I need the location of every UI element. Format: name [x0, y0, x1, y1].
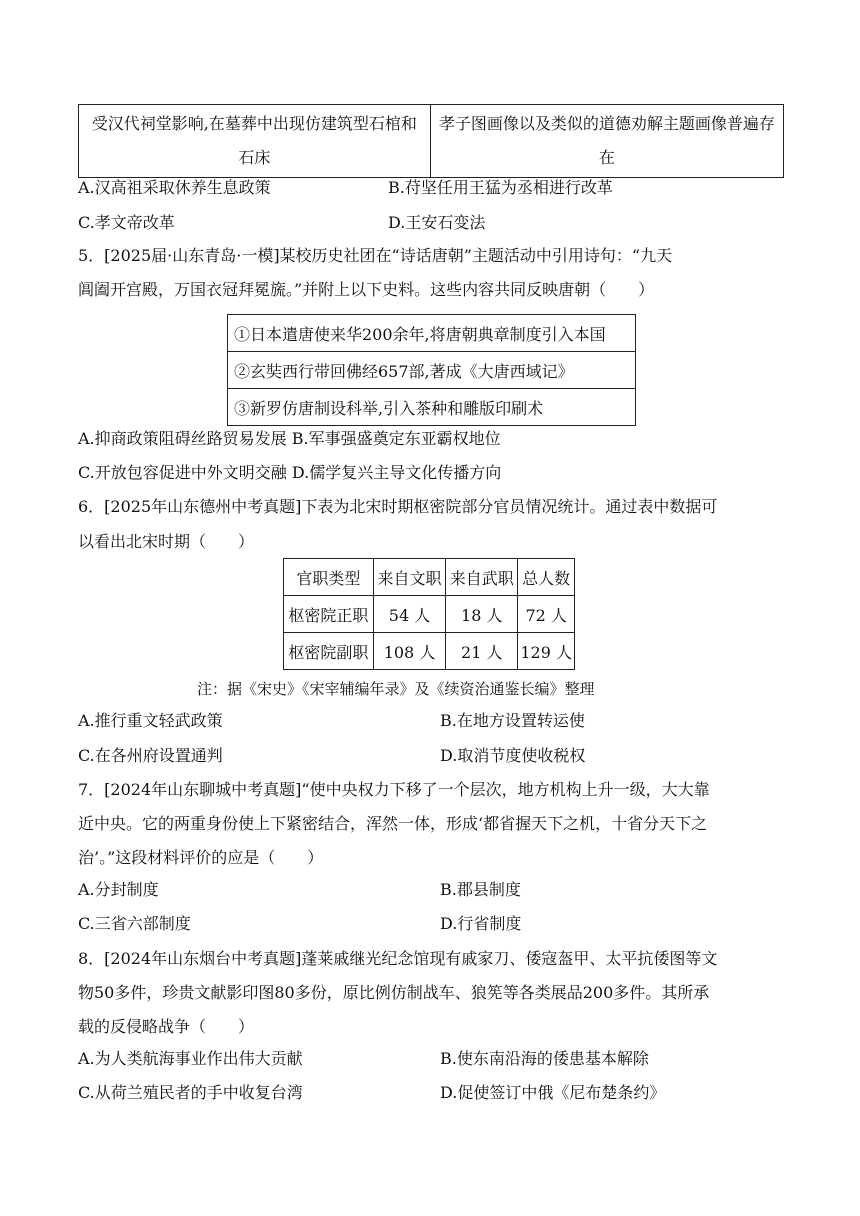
q5-material-row-3: ③新罗仿唐制设科举,引入茶种和雕版印刷术 — [228, 389, 636, 426]
table-cell: 枢密院正职 — [284, 596, 374, 633]
q7-stem-line-3: 治’。”这段材料评价的应是（ ） — [78, 848, 324, 867]
q5-material-table — [227, 314, 636, 426]
q6-table-note: 注：据《宋史》《宋宰辅编年录》及《续资治通鉴长编》整理 — [197, 680, 595, 698]
q8-option-a: A.为人类航海事业作出伟大贡献 — [78, 1049, 303, 1068]
q5-options-cd: C.开放包容促进中外文明交融 D.儒学复兴主导文化传播方向 — [78, 463, 502, 482]
q6-option-d: D.取消节度使收税权 — [440, 746, 586, 765]
q8-stem-line-1: 8．[2024年山东烟台中考真题]蓬莱戚继光纪念馆现有戚家刀、倭寇盔甲、太平抗倭图等文 — [78, 949, 718, 968]
table-header-row — [284, 559, 575, 596]
q4-option-d: D.王安石变法 — [388, 213, 486, 232]
q6-stem-line-1: 6．[2025年山东德州中考真题]下表为北宋时期枢密院部分官员情况统计。通过表中数据可 — [78, 497, 718, 516]
q6-data-table — [283, 558, 575, 670]
q8-option-d: D.促使签订中俄《尼布楚条约》 — [440, 1083, 666, 1102]
q7-option-d: D.行省制度 — [440, 914, 522, 933]
q5-material-row-2: ②玄奘西行带回佛经657部,著成《大唐西域记》 — [228, 352, 636, 389]
q6-stem-line-2: 以看出北宋时期（ ） — [78, 532, 255, 551]
table-cell: 108 人 — [373, 633, 445, 670]
q8-option-b: B.使东南沿海的倭患基本解除 — [440, 1049, 649, 1068]
q8-stem-line-2: 物50多件，珍贵文献影印图80多份，原比例仿制战车、狼筅等各类展品200多件。其所承 — [78, 983, 710, 1002]
q4-option-b: B.苻坚任用王猛为丞相进行改革 — [388, 178, 613, 197]
q5-stem-line-1: 5．[2025届·山东青岛·一模]某校历史社团在“诗话唐朝”主题活动中引用诗句：“九天 — [78, 246, 673, 265]
q4-table-cell-left: 受汉代祠堂影响,在墓葬中出现仿建筑型石棺和石床 — [79, 105, 431, 178]
q4-option-a: A.汉高祖采取休养生息政策 — [78, 178, 271, 197]
table-cell: 54 人 — [373, 596, 445, 633]
q5-options-ab: A.抑商政策阻碍丝路贸易发展 B.军事强盛奠定东亚霸权地位 — [78, 429, 501, 448]
q4-table-cell-right: 孝子图画像以及类似的道德劝解主题画像普遍存在 — [430, 105, 783, 178]
q5-material-row-1: ①日本遣唐使来华200余年,将唐朝典章制度引入本国 — [228, 315, 636, 352]
q7-stem-line-1: 7．[2024年山东聊城中考真题]“使中央权力下移了一个层次，地方机构上升一级，大大靠 — [78, 780, 710, 799]
table-row — [284, 633, 575, 670]
q8-stem-line-3: 载的反侵略战争（ ） — [78, 1017, 255, 1036]
table-header-cell: 来自武职 — [446, 559, 518, 596]
q5-stem-line-2: 阊阖开宫殿，万国衣冠拜冕旒。”并附上以下史料。这些内容共同反映唐朝（ ） — [78, 280, 655, 299]
q6-option-c: C.在各州府设置通判 — [78, 746, 223, 765]
q7-option-c: C.三省六部制度 — [78, 914, 191, 933]
table-cell: 枢密院副职 — [284, 633, 374, 670]
table-row — [284, 596, 575, 633]
q7-option-a: A.分封制度 — [78, 880, 159, 899]
q4-option-c: C.孝文帝改革 — [78, 213, 175, 232]
q4-material-table — [78, 104, 784, 178]
q7-stem-line-2: 近中央。它的两重身份使上下紧密结合，浑然一体，形成‘都省握天下之机，十省分天下之 — [78, 814, 708, 833]
q6-option-b: B.在地方设置转运使 — [440, 711, 585, 730]
table-cell: 21 人 — [446, 633, 518, 670]
table-cell: 72 人 — [518, 596, 575, 633]
table-header-cell: 官职类型 — [284, 559, 374, 596]
q6-option-a: A.推行重文轻武政策 — [78, 711, 223, 730]
table-header-cell: 来自文职 — [373, 559, 445, 596]
q7-option-b: B.郡县制度 — [440, 880, 521, 899]
table-header-cell: 总人数 — [518, 559, 575, 596]
q8-option-c: C.从荷兰殖民者的手中收复台湾 — [78, 1083, 303, 1102]
table-cell: 129 人 — [518, 633, 575, 670]
table-cell: 18 人 — [446, 596, 518, 633]
